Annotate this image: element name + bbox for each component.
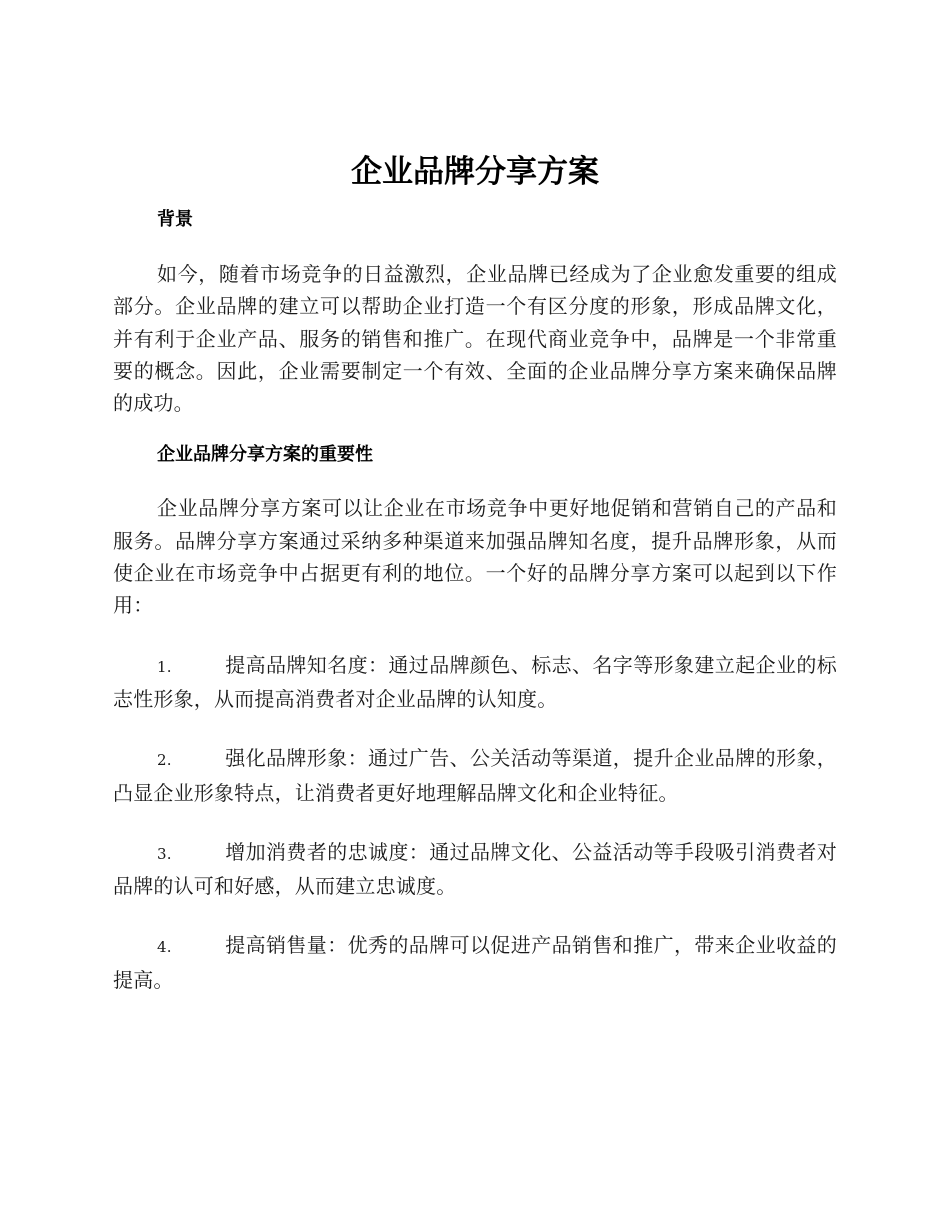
list-text: 增加消费者的忠诚度：通过品牌文化、公益活动等手段吸引消费者对品牌的认可和好感，从而建立忠诚度。 [113,839,837,899]
list-number: 3. [157,844,172,863]
list-text: 强化品牌形象：通过广告、公关活动等渠道，提升企业品牌的形象，凸显企业形象特点，让消费者更好地理解品牌文化和企业特征。 [113,746,837,805]
list-number: 2. [157,751,172,770]
document-title: 企业品牌分享方案 [351,154,599,190]
section-heading-background: 背景 [157,209,193,230]
importance-paragraph: 企业品牌分享方案可以让企业在市场竞争中更好地促销和营销自己的产品和服务。品牌分享方案通过采纳多种渠道来加强品牌知名度，提升品牌形象，从而使企业在市场竞争中占据更有利的地位。一个好的品牌分享方案可以起到以下作用： [113,496,837,618]
list-number: 4. [157,938,172,957]
document-body [113,200,837,996]
list-item [113,929,837,996]
list-text: 提高销售量：优秀的品牌可以促进产品销售和推广，带来企业收益的提高。 [113,933,837,992]
list-text: 提高品牌知名度：通过品牌颜色、标志、名字等形象建立起企业的标志性形象，从而提高消费者对企业品牌的认知度。 [113,652,837,711]
list-item [113,742,837,809]
section-heading-importance: 企业品牌分享方案的重要性 [157,444,373,466]
list-number: 1. [157,657,172,676]
list-item [113,649,837,716]
list-item [113,836,837,903]
background-paragraph: 如今，随着市场竞争的日益激烈，企业品牌已经成为了企业愈发重要的组成部分。企业品牌的建立可以帮助企业打造一个有区分度的形象，形成品牌文化，并有利于企业产品、服务的销售和推广。在现代商业竞争中，品牌是一个非常重要的概念。因此，企业需要制定一个有效、全面的企业品牌分享方案来确保品牌的成功。 [113,262,837,416]
